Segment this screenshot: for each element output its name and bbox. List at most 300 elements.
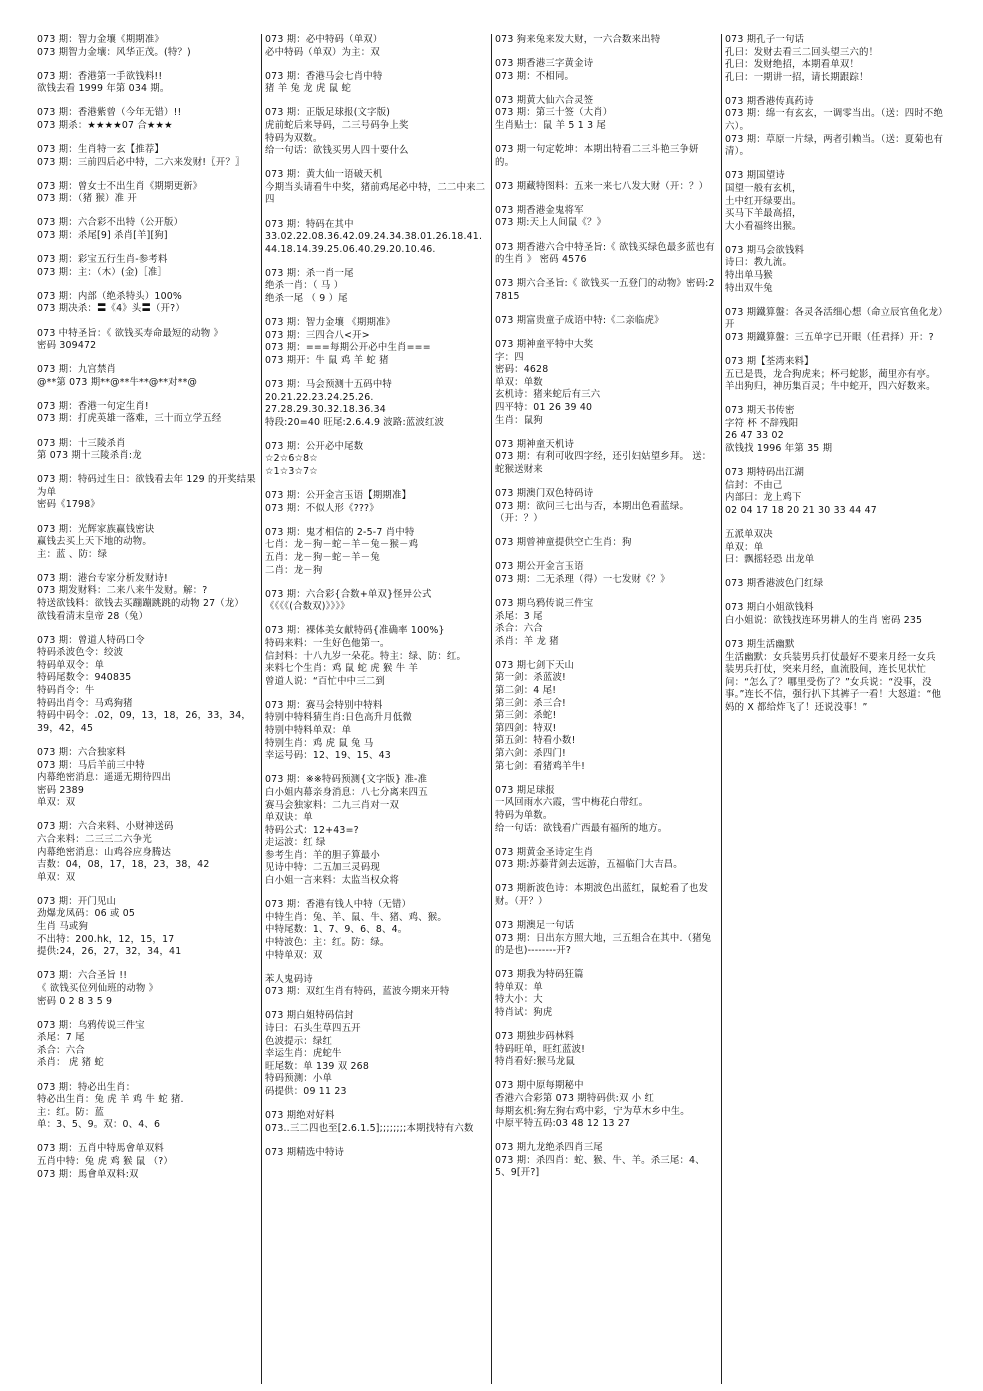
- text-line: 欲钱去看 1999 年第 034 期。: [37, 83, 170, 95]
- text-line: 特出单马猴: [725, 270, 773, 281]
- text-line: 幸运号码：12、19、15、43: [265, 750, 391, 762]
- text-line: 073 期：香港第一手欲钱料!!: [37, 70, 163, 82]
- text-line: ☆1☆3☆7☆: [265, 466, 318, 478]
- text-line: 073 期：香港马会七肖中特: [265, 70, 383, 82]
- text-line: 073 期：十三陵杀肖: [37, 437, 126, 449]
- text-block: [725, 245, 944, 295]
- text-line: 中特生肖：兔、羊、鼠、牛、猪、鸡、猴。: [265, 911, 447, 923]
- text-block: [495, 278, 716, 303]
- text-line: 绝杀一肖：（ 马 ）: [265, 280, 344, 292]
- text-block: [37, 747, 256, 810]
- text-line: 生肖贴士：鼠 羊 5 1 3 尾: [495, 119, 606, 131]
- text-block: [37, 573, 256, 623]
- text-line: 073 期黄金圣诗定生肖: [495, 846, 594, 858]
- text-line: 073 期：公开金言玉语【期期准】: [265, 490, 412, 502]
- text-line: 四平特：01 26 39 40: [495, 401, 593, 413]
- text-line: 给一句话：欲钱买男人四十要什么: [265, 145, 409, 157]
- text-block: [495, 95, 716, 133]
- text-block: [495, 660, 716, 773]
- text-line: 主：红。防：蓝: [37, 1106, 105, 1118]
- text-line: 073 期：二无杀理（得）一七发财《？》: [495, 573, 670, 585]
- text-line: 第六剑：杀四门!: [495, 748, 566, 760]
- text-line: 杀合：六合: [37, 1044, 85, 1056]
- text-line: 073 期藏特图料：五来一来七八发大财（开：？）: [495, 180, 709, 192]
- text-block: [37, 896, 256, 959]
- text-block: [495, 34, 716, 47]
- text-line: 26 47 33 02: [725, 430, 784, 442]
- text-line: 特出双牛兔: [725, 282, 773, 294]
- text-line: 白小姐说：欲钱找连环男耕人的生肖 密码 235: [725, 614, 923, 626]
- text-line: 073 期:天上人间鼠《？》: [495, 217, 607, 229]
- text-line: 特码为双数。: [265, 132, 323, 144]
- text-line: 杀肖：羊 龙 猪: [495, 635, 559, 647]
- text-block: [495, 1031, 716, 1069]
- text-line: 第二剑：4 尾!: [495, 685, 557, 697]
- text-line: 中原平特五码:03 48 12 13 27: [495, 1118, 631, 1130]
- text-line: 色波提示：绿红: [265, 1035, 333, 1047]
- text-line: 073 期马会欲钱料: [725, 244, 805, 256]
- text-line: 密码：4628: [495, 364, 549, 376]
- text-line: 今期当头请看牛中奖，猪前鸡尾必中特，二二中来二四: [265, 181, 486, 206]
- text-line: 073 期：五肖中特馬會单双料: [37, 1143, 164, 1155]
- text-line: 生肖 马或狗: [37, 921, 89, 933]
- text-line: 第 073 期十三陵杀肖:龙: [37, 450, 142, 462]
- text-line: 073 期：六合彩{合数+单双}怪异公式: [265, 588, 432, 600]
- text-line: 073 期：六合独家料: [37, 746, 126, 758]
- text-line: 073 期神童平特中大奖: [495, 339, 594, 350]
- text-line: 073 期：打虎英雄一落难，三十而立学五经: [37, 413, 222, 425]
- text-block: [725, 96, 944, 159]
- text-line: 特大小：大: [495, 994, 543, 1006]
- text-line: 073 期：彩宝五行生肖-参考料: [37, 254, 168, 266]
- text-line: 073 期香港传真药诗: [725, 95, 814, 107]
- text-line: 香港六合彩第 073 期特码供:双 小 红: [495, 1093, 655, 1104]
- text-line: 特别生肖：鸡 虎 鼠 兔 马: [265, 737, 374, 749]
- text-line: 字：四: [495, 351, 524, 363]
- text-block: [265, 441, 486, 479]
- text-block: [495, 315, 716, 328]
- text-line: 特段:20=40 旺尾:2.6.4.9 波路:蓝波红波: [265, 416, 445, 428]
- text-line: 073 期鐵算盤：三五单字已开眼（任君择）开：?: [725, 331, 934, 343]
- text-block: [725, 356, 944, 394]
- text-line: 密码 309472: [37, 340, 97, 352]
- text-block: [725, 307, 944, 345]
- text-line: 073 期：草原一片绿，两者引赖当。（送：夏菊也有清）。: [725, 133, 944, 158]
- text-line: 073 期富贵童子成语中特:《二亲临虎》: [495, 314, 664, 326]
- text-block: [495, 1080, 716, 1130]
- text-block: [725, 170, 944, 233]
- text-line: 073 期香港金鬼将军: [495, 204, 584, 216]
- text-line: 073..三二四也至[2.6.1.5];;;;;;;;本期找特有六数: [265, 1122, 474, 1134]
- text-line: 杀肖： 虎 猪 蛇: [37, 1057, 104, 1069]
- text-line: 073 期：曾道人特码口令: [37, 634, 145, 646]
- text-line: 073 期绝对好料: [265, 1109, 335, 1121]
- text-line: 33.02.22.08.36.42.09.24.34.38.01.26.18.41.44.18.14.39.25.06.40.29.20.10.46.: [265, 231, 483, 255]
- text-line: 第三剑：杀蛇!: [495, 710, 557, 722]
- text-line: 五派单双决: [725, 529, 773, 540]
- text-line: 073 期：乌鸦传说三件宝: [37, 1019, 145, 1031]
- text-line: 特送欲钱料：欲钱去买蹦蹦跳跳的动物 27（龙） 欲钱看清末皇帝 28（兔）: [37, 598, 248, 622]
- text-line: 073 期：裸体美女献特码{准确率 100%}: [265, 625, 445, 637]
- text-line: 073 期：特码在其中: [265, 218, 354, 230]
- text-line: 《《《《(合数双)》》》》: [265, 601, 350, 613]
- text-column-3: [492, 34, 720, 1384]
- text-block: [37, 364, 256, 389]
- text-line: 073 期澳足一句话: [495, 919, 575, 931]
- text-line: 073 期：（猪 猴）准 开: [37, 193, 137, 205]
- text-line: 特码为单数。: [495, 809, 553, 821]
- text-line: 073 期：不似人形《???》: [265, 502, 379, 514]
- text-line: 杀尾：3 尾: [495, 610, 543, 622]
- text-line: 073 期白小姐欲钱料: [725, 602, 814, 614]
- text-line: 特码单双令：单: [37, 659, 105, 671]
- text-line: 073 期足球报: [495, 784, 555, 796]
- text-block: [37, 1020, 256, 1070]
- text-line: 买马下羊最高招，: [725, 208, 802, 220]
- text-line: 073 期中原每期秘中: [495, 1080, 584, 1092]
- text-line: 073 期鐵算盤：各灵各活细心想（命立辰官鱼化龙）开: [725, 306, 944, 331]
- text-line: 073 期：六合圣旨 !!: [37, 970, 128, 982]
- text-line: 特码来料：一生好色他第一。: [265, 637, 390, 649]
- text-line: 密码 0 2 8 3 5 9: [37, 995, 113, 1007]
- text-block: [37, 34, 256, 59]
- text-line: 旺尾数：单 139 双 268: [265, 1060, 369, 1072]
- text-line: 杀合：六合: [495, 623, 543, 635]
- text-block: [265, 589, 486, 614]
- text-line: 大小看福终出猴。: [725, 220, 802, 232]
- text-line: 073 期七剑下天山: [495, 659, 575, 671]
- text-line: 073 期：黄大仙一语破天机: [265, 169, 383, 181]
- text-line: 073 期天书传密: [725, 405, 795, 417]
- text-block: [495, 181, 716, 194]
- text-line: 内部曰：龙上鸡下: [725, 492, 802, 504]
- text-line: 073 期：生肖特一玄【推荐】: [37, 144, 164, 156]
- text-line: 073 期：特必出生肖：: [37, 1081, 136, 1093]
- text-block: [265, 1010, 486, 1098]
- text-block: [37, 217, 256, 242]
- text-block: [37, 291, 256, 316]
- text-block: [265, 169, 486, 207]
- text-line: 信封料：十八九岁一朵花。特主：绿、防：红。: [265, 650, 467, 662]
- text-line: 073 期：智力金壤《期期准》: [37, 34, 164, 45]
- text-line: 073 期孔子一句话: [725, 34, 805, 45]
- text-line: 单双：单: [725, 541, 764, 553]
- text-line: 073 期神童天机诗: [495, 438, 575, 450]
- text-column-1: [34, 34, 260, 1384]
- text-line: 五肖：龙－狗－蛇－羊－兔: [265, 552, 380, 563]
- text-line: 内幕绝密消息：遥遥无期待四出: [37, 772, 172, 784]
- text-block: [495, 1142, 716, 1180]
- text-line: 073 狗来兔来发大财，一六合数来出特: [495, 34, 661, 45]
- text-line: 073 期：杀一肖一尾: [265, 267, 354, 279]
- text-line: 单：3、5、9。双：0、4、6: [37, 1119, 161, 1131]
- text-line: 073 期：===每期公开必中生肖===: [265, 342, 431, 354]
- text-block: [725, 529, 944, 567]
- text-line: 073 期：马会预测十五码中特: [265, 378, 392, 390]
- text-block: [265, 107, 486, 157]
- text-line: 玄机诗：猪来蛇后有三六: [495, 389, 601, 401]
- text-line: 诗曰：石头生草四五开: [265, 1022, 361, 1034]
- text-line: 073 期：内部（绝杀特头）100%: [37, 290, 183, 302]
- text-line: 主：蓝 、防：绿: [37, 548, 108, 560]
- text-block: [37, 401, 256, 426]
- text-line: 虎前蛇后来导码，二三号码争上奖: [265, 119, 409, 131]
- text-line: 一风回雨水六霞，雪中梅花白带红。: [495, 797, 649, 809]
- text-line: 曾道人说：“百忙中中三二到: [265, 675, 385, 687]
- text-line: 073 期：必中特码（单双）: [265, 34, 383, 45]
- text-line: 第五剑：特看小数!: [495, 735, 576, 747]
- text-block: [495, 58, 716, 83]
- text-block: [495, 439, 716, 477]
- text-line: 073 期黄大仙六合灵签: [495, 94, 594, 106]
- text-block: [725, 34, 944, 84]
- text-line: 073 期：杀尾[9] 杀肖[羊][狗]: [37, 230, 168, 242]
- text-line: 073 期：公开必中尾数: [265, 440, 364, 452]
- text-line: 第三剑：杀三合!: [495, 697, 566, 709]
- text-line: 生活幽默：女兵装男兵打仗最好不要来月经一女兵装男兵打仗，突来月经，血流股间，连长见状忙问：“怎么了？哪里受伤了？”女兵说：“没事，没事。”连长不信，强行扒下其裤子一看！大怒道：“他妈的 X 都给炸飞了！还说没事！”: [725, 651, 942, 714]
- text-line: 073 期：智力金壤 《期期准》: [265, 317, 396, 329]
- text-block: [495, 561, 716, 586]
- text-line: 073 期：绵一有玄玄，一调零当出。（送：四时不绝六）。: [725, 108, 944, 133]
- text-line: 特码肖令：牛: [37, 685, 95, 697]
- text-line: 073 期：馬會单双料:双: [37, 1168, 139, 1180]
- text-block: [495, 969, 716, 1019]
- text-line: 来料七个生肖：鸡 鼠 蛇 虎 猴 牛 羊: [265, 663, 419, 675]
- text-line: 欲钱找 1996 年第 35 期: [725, 443, 833, 455]
- text-line: 特码出肖令：马鸡狗猪: [37, 697, 133, 709]
- text-line: 073 期：六合来料、小财神送码: [37, 821, 174, 833]
- text-line: 生肖：鼠狗: [495, 414, 543, 426]
- text-line: 赛马会独家料：二九三肖对一双: [265, 799, 400, 811]
- text-block: [265, 490, 486, 515]
- text-line: 073 期:苏蓁背剑去远游，五福临门大吉昌。: [495, 859, 683, 871]
- text-block: [495, 785, 716, 835]
- text-block: [265, 1147, 486, 1160]
- text-line: 073 期：双红生肖有特码，蓝波今期来开特: [265, 986, 450, 998]
- text-line: 绝杀一尾 （ 9 ）尾: [265, 293, 348, 304]
- text-line: 单双：单数: [495, 376, 543, 388]
- text-block: [37, 181, 256, 206]
- text-line: 073 期我为特码狂篇: [495, 969, 584, 981]
- text-line: 073 期：三四合八<开>: [265, 329, 370, 341]
- text-line: 073 期香港波色门红绿: [725, 578, 824, 590]
- text-line: 073 期：日出东方照大地，三五组合在其中.（猪兔的是也)--------开?: [495, 932, 712, 957]
- text-line: 073 期：赛马会特别中特料: [265, 699, 383, 711]
- text-line: 国望一般有玄机，: [725, 182, 802, 194]
- text-block: [265, 974, 486, 999]
- text-block: [495, 847, 716, 872]
- text-block: [495, 339, 716, 427]
- text-block: [265, 1110, 486, 1135]
- text-block: [495, 488, 716, 526]
- text-line: 孔曰：发财绝招，本期看单双！: [725, 59, 860, 71]
- text-line: 073 中特圣旨：《 欲钱买寿命最短的动物 》: [37, 327, 224, 339]
- text-line: 第一剑：杀蓝波!: [495, 672, 566, 684]
- text-block: [725, 578, 944, 591]
- text-line: 073 期新波色诗：本期波色出蓝红，鼠蛇看了也发财。（开？）: [495, 883, 709, 907]
- text-line: 073 期：不相同。: [495, 70, 575, 82]
- text-line: 特码预测：小单: [265, 1073, 333, 1085]
- text-block: [265, 700, 486, 763]
- text-line: 073 期：特码过生日：欲钱看去年 129 的开奖结果为单: [37, 474, 256, 498]
- text-column-2: [262, 34, 490, 1384]
- text-line: 赢钱去买上天下地的动物。: [37, 536, 152, 548]
- text-line: 073 期六合圣旨:《 欲钱买一五登门的动物》密码:27815: [495, 278, 715, 302]
- text-line: 073 期：开门见山: [37, 895, 117, 907]
- text-block: [495, 920, 716, 958]
- text-line: 特必出生肖：兔 虎 羊 鸡 牛 蛇 猪.: [37, 1094, 184, 1106]
- text-block: [37, 1082, 256, 1132]
- text-line: 073 期：九宫禁肖: [37, 364, 117, 376]
- text-line: 给一句话：欲钱看广西最有福所的地方。: [495, 822, 668, 834]
- text-block: [265, 219, 486, 257]
- text-block: [265, 71, 486, 96]
- text-line: 内幕绝密消息：山鸡谷应身腾达: [37, 846, 172, 858]
- text-block: [725, 467, 944, 517]
- text-line: 073 期香港三字黄金诗: [495, 58, 594, 70]
- text-line: 密码《1798》: [37, 499, 100, 511]
- text-block: [37, 635, 256, 736]
- text-block: [37, 71, 256, 96]
- text-line: 猪 羊 兔 龙 虎 鼠 蛇: [265, 83, 352, 95]
- text-line: 特码旺单，旺红蓝波!: [495, 1043, 586, 1055]
- text-line: 劲爆龙凤码：06 或 05: [37, 908, 136, 920]
- text-line: 走运波：红 绿: [265, 837, 326, 849]
- text-line: 必中特码（单双）为主：双: [265, 46, 380, 58]
- text-line: 参考生肖：羊的胆子算最小: [265, 849, 380, 861]
- text-line: 每期玄机:狗左狗右鸡中彩，宁为草木乡中生。: [495, 1105, 690, 1117]
- text-line: 苯人鬼码诗: [265, 973, 313, 985]
- text-line: 073 期乌鸦传说三件宝: [495, 598, 594, 609]
- text-line: 073 期特码出江湖: [725, 467, 805, 479]
- text-line: 特码中码令：.02，09，13，18，26，33，34，39，42，45: [37, 710, 251, 734]
- text-block: [725, 639, 944, 715]
- text-line: 第四剑：特双!: [495, 722, 557, 734]
- text-block: [265, 268, 486, 306]
- text-line: 073 期：香港一句定生肖!: [37, 400, 149, 412]
- text-line: 二肖：龙－狗: [265, 564, 323, 576]
- text-line: 073 期生活幽默: [725, 639, 795, 651]
- text-line: 特码杀波色令：绞波: [37, 647, 124, 659]
- text-block: [495, 205, 716, 230]
- text-block: [37, 254, 256, 279]
- text-line: 特单双：单: [495, 981, 543, 993]
- text-block: [725, 405, 944, 455]
- text-line: 白小姐一言来料：太监当权众将: [265, 875, 400, 887]
- text-line: 单双诀：单: [265, 812, 313, 824]
- text-line: 见诗中特：二五加三灵码现: [265, 862, 380, 874]
- text-line: 字符 杯 不辞残阳: [725, 417, 799, 429]
- text-line: 五肖中特：兔 虎 鸡 猴 鼠 （?）: [37, 1155, 173, 1167]
- text-line: 073 期：香港紫曾（今年无错）!!: [37, 107, 182, 119]
- text-line: 073 期决杀：〓《4》头〓（开?）: [37, 303, 185, 315]
- text-line: 073 期澳门双色特码诗: [495, 487, 594, 499]
- text-line: 孔曰：发财去看三二回头望三六的！: [725, 46, 879, 58]
- text-block: [37, 328, 256, 353]
- text-line: 特码尾数令：940835: [37, 672, 132, 684]
- text-line: 073 期：曾女士不出生肖《期期更新》: [37, 180, 203, 192]
- text-line: 幸运生肖：虎蛇牛: [265, 1048, 342, 1060]
- text-line: ☆2☆6☆8☆: [265, 453, 318, 465]
- text-block: [495, 144, 716, 169]
- text-block: [495, 598, 716, 648]
- text-line: 诗曰：教九流。: [725, 257, 793, 269]
- text-line: 码提供：09 11 23: [265, 1085, 347, 1097]
- text-line: @**第 073 期**@**牛**@**对**@: [37, 376, 198, 388]
- text-line: 073 期曾神童提供空亡生肖：狗: [495, 537, 632, 549]
- text-block: [37, 524, 256, 562]
- text-line: 特别中特料猜生肖:日色高升月低微: [265, 712, 412, 724]
- text-line: 六合来料：二三三二六争光: [37, 834, 152, 845]
- text-line: 073 期国望诗: [725, 170, 785, 182]
- text-line: 中特尾数：1、7、9、6、8、4。: [265, 924, 408, 936]
- text-line: 073 期：欲问三七出与否，本期出色看蓝绿。（开：？）: [495, 500, 690, 525]
- text-line: 073 期：鬼才相信的 2-5-7 肖中特: [265, 526, 415, 538]
- text-line: 20.21.22.23.24.25.26.: [265, 391, 374, 403]
- text-line: 073 期精选中特诗: [265, 1146, 345, 1158]
- text-block: [495, 537, 716, 550]
- text-block: [265, 34, 486, 59]
- text-line: 073 期：※※特码预测{文字版} 准-准: [265, 774, 428, 786]
- text-line: 特肖看好:猴马龙鼠: [495, 1056, 575, 1068]
- text-line: 073 期：主：（木）(金)［准］: [37, 266, 168, 278]
- text-line: 信封：不由己: [725, 479, 783, 491]
- text-block: [725, 602, 944, 627]
- text-line: 杀尾：7 尾: [37, 1032, 85, 1044]
- text-line: 073 期：第三十签（大肖）: [495, 107, 613, 119]
- text-block: [37, 144, 256, 169]
- text-line: 073 期发财料：二来八来牛发财。解：?: [37, 585, 208, 597]
- text-line: 吉数：04，08，17，18，23，38，42: [37, 859, 210, 871]
- text-line: 曰：飘摇轻恐 出龙单: [725, 554, 815, 566]
- text-line: 073 期杀：★★★★07 合★★★: [37, 119, 173, 131]
- text-line: 073 期白姐特码信封: [265, 1010, 354, 1022]
- text-line: 073 期：三前四后必中特，二六来发财!〖开？〗: [37, 156, 245, 168]
- text-line: 27.28.29.30.32.18.36.34: [265, 404, 386, 416]
- text-line: 073 期【荃湾来料】: [725, 355, 814, 367]
- text-block: [37, 107, 256, 132]
- text-line: 提供:24，26，27，32，34，41: [37, 946, 182, 958]
- text-block: [265, 527, 486, 577]
- text-block: [265, 625, 486, 688]
- text-line: 土中红开绿要出。: [725, 195, 802, 207]
- text-line: 073 期：香港有钱人中特（无错）: [265, 899, 412, 911]
- text-line: 073 期：正版足球报(文字版): [265, 107, 391, 119]
- text-line: 不出特：200.hk，12，15，17: [37, 933, 175, 945]
- text-line: 073 期：光辉家族赢钱密诀: [37, 523, 155, 535]
- text-line: 单双：双: [37, 797, 76, 809]
- text-line: 中特波色：主：红。防：绿。: [265, 936, 390, 948]
- text-line: 073 期：六合彩不出特（公开版）: [37, 217, 184, 229]
- text-block: [37, 821, 256, 884]
- text-block: [265, 379, 486, 429]
- text-block: [495, 242, 716, 267]
- text-line: 《 欲钱买位列仙班的动物 》: [37, 982, 159, 994]
- text-line: 五已是畏，龙合狗虎来；杯弓蛇影，蔺里亦有亭。: [725, 368, 936, 380]
- text-line: 羊出狗归，神历集百灵；牛中蛇开，四六好数来。: [725, 381, 936, 393]
- text-line: 白小姐内幕亲身消息：八七分离来四五: [265, 786, 428, 798]
- text-line: 073 期香港六合中特圣旨:《 欲钱买绿色最多蓝也有的生肖 》 密码 4576: [495, 241, 715, 266]
- text-column-4: [722, 34, 948, 1384]
- text-line: 特肖试：狗虎: [495, 1007, 553, 1019]
- text-block: [265, 899, 486, 962]
- text-block: [265, 774, 486, 887]
- text-line: 孔曰：一期讲一招，请长期跟踪！: [725, 71, 869, 83]
- text-line: 073 期：马后羊前三中特: [37, 759, 145, 771]
- text-line: 073 期开：牛 鼠 鸡 羊 蛇 猪: [265, 354, 389, 366]
- text-line: 第七剑：看猪鸡羊牛!: [495, 760, 586, 772]
- text-line: 中特单双：双: [265, 949, 323, 961]
